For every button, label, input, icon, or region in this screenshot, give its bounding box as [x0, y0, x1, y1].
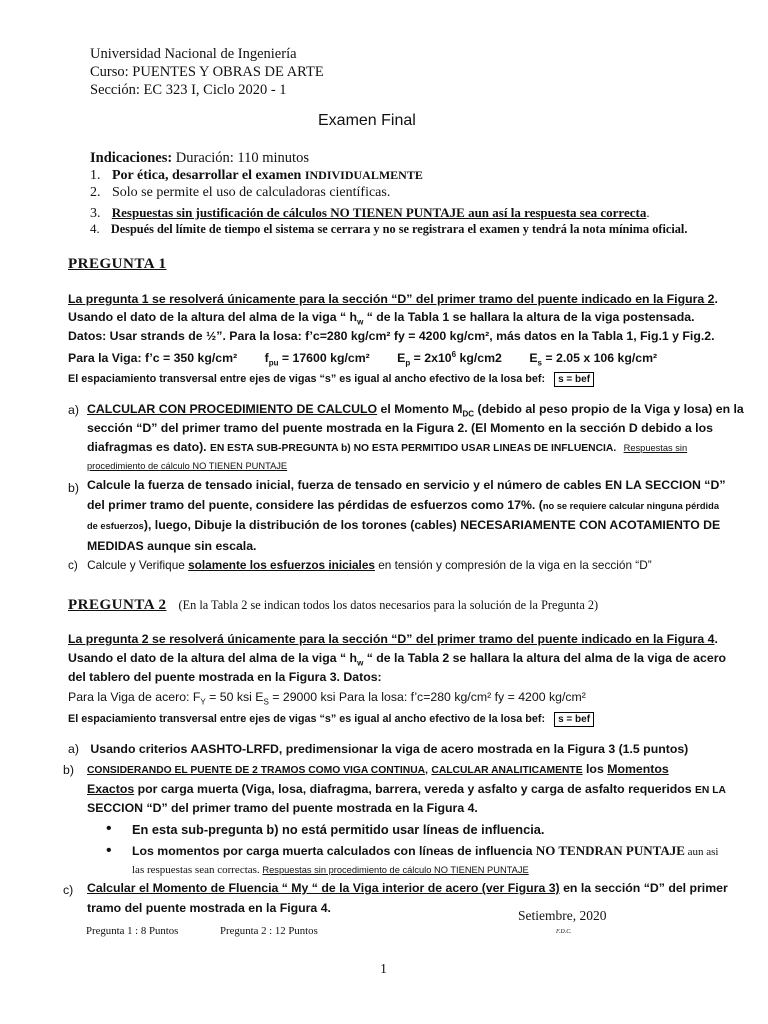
- instruction-text: Después del límite de tiempo el sistema se cerrara y no se registrara el examen y tendrá la nota mínima oficial.: [110, 222, 688, 236]
- footer-date: Setiembre, 2020: [518, 908, 607, 923]
- p2-b-line-2: [87, 782, 726, 796]
- p2-bullet-3: [132, 864, 529, 876]
- p1-line-3: Datos: Usar strands de ½”. Para la losa: f’c=280 kg/cm² fy = 4200 kg/cm², más datos en la Tabla 1, Fig.1 y Fig.2.: [68, 329, 715, 343]
- instruction-number: 2.: [90, 185, 101, 200]
- pregunta-1-heading: PREGUNTA 1: [68, 256, 167, 272]
- p2-line-4: [68, 690, 586, 706]
- p1-hw-sub: w: [357, 317, 364, 327]
- p2-c-seccion: en la sección “D” del primer: [559, 881, 728, 895]
- p1-a-no-lineas: EN ESTA SUB-PREGUNTA b) NO ESTA PERMITIDO USAR LINEAS DE INFLUENCIA.: [210, 443, 617, 454]
- p1-hw-text: Usando el dato de la altura del alma de la viga “ h: [68, 310, 358, 324]
- p2-spacing-text: El espaciamiento transversal entre ejes de vigas “s” es igual al ancho efectivo de la losa bef:: [68, 713, 546, 725]
- p1-ep-unit: kg/cm2: [456, 351, 502, 366]
- p2-a-label: a): [68, 742, 79, 756]
- p1-b-line-4: MEDIDAS aunque sin escala.: [87, 539, 257, 553]
- p2-es: = 50 ksi E: [205, 690, 264, 704]
- p2-b-los: los: [582, 762, 608, 776]
- p1-a-line-2: sección “D” del primer tramo del puente mostrada en la Figura 2. (El Momento en la sección D debido a los: [87, 421, 713, 435]
- university-name: Universidad Nacional de Ingeniería: [90, 46, 297, 62]
- p2-a-line: [68, 742, 688, 756]
- p1-ep-sup: 6: [451, 350, 457, 359]
- instruction-emphasis: INDIVIDUALMENTE: [304, 168, 423, 182]
- p2-es-sub: S: [263, 697, 269, 707]
- p2-b-line-1: [87, 762, 669, 776]
- p2-line-5: [68, 712, 594, 727]
- p1-b-no-perdidas: no se requiere calcular ninguna pérdida: [542, 501, 719, 511]
- p1-b-line-1: Calcule la fuerza de tensado inicial, fuerza de tensado en servicio y el número de cables EN LA SECCION “D”: [87, 478, 726, 492]
- p2-line-2: [68, 651, 726, 667]
- p2-fy: Para la Viga de acero: F: [68, 690, 201, 704]
- p1-statement: La pregunta 1 se resolverá únicamente para la sección “D” del primer tramo del puente indicado en la Figura 2: [68, 292, 715, 306]
- p1-c-line: [68, 558, 652, 572]
- bullet-icon: •: [106, 820, 112, 837]
- instruction-number: 4.: [90, 221, 100, 236]
- p2-spacing-box: s = bef: [554, 712, 594, 727]
- p1-a-diafragmas: diafragmas es dato).: [87, 440, 211, 454]
- p1-a-label: a): [68, 403, 79, 417]
- p2-statement-end: .: [714, 632, 718, 646]
- p2-fy-sub: Y: [200, 697, 206, 707]
- p1-fpu-val: = 17600 kg/cm²: [278, 351, 370, 366]
- instruction-number: 3.: [90, 206, 101, 221]
- p1-spacing-box: s = bef: [554, 372, 594, 387]
- p2-bullet-3-respuestas: Respuestas sin procedimiento de cálculo NO TIENEN PUNTAJE: [262, 865, 529, 875]
- bullet-icon: •: [106, 842, 112, 859]
- p1-hw-text-2: “ de la Tabla 1 se hallara la altura de la viga postensada.: [363, 310, 695, 324]
- p1-es-sub: s: [537, 358, 542, 368]
- p1-c-label: c): [68, 558, 78, 572]
- p2-b-line-3: SECCION “D” del primer tramo del puente mostrada en la Figura 4.: [87, 801, 478, 815]
- p1-a-respuestas: Respuestas sin: [623, 443, 688, 453]
- p2-b-calcular: CALCULAR ANALITICAMENTE: [431, 765, 583, 776]
- p1-a-line-3: [87, 440, 687, 454]
- instruction-2: [90, 185, 390, 201]
- course-name: Curso: PUENTES Y OBRAS DE ARTE: [90, 64, 324, 80]
- p1-fpu-sub: pu: [268, 358, 279, 368]
- indicaciones-label: Indicaciones:: [90, 150, 173, 166]
- p2-bullet-3-text: las respuestas sean correctas.: [132, 864, 263, 876]
- footer-initials: F.D.C.: [556, 929, 572, 935]
- instruction-text: Por ética, desarrollar el examen: [112, 168, 305, 183]
- page-number: 1: [380, 962, 387, 977]
- p2-bullet-2-text: Los momentos por carga muerta calculados con líneas de influencia: [132, 844, 536, 858]
- p1-a-line-4: procedimiento de cálculo NO TIENEN PUNTAJE: [87, 461, 288, 471]
- p1-fc-viga: Para la Viga: f’c = 350 kg/cm²: [68, 351, 238, 366]
- pregunta-2-heading: PREGUNTA 2: [68, 597, 167, 613]
- p1-line-4: [68, 350, 657, 368]
- p1-a-line-1: [87, 402, 744, 418]
- p1-line-2: [68, 310, 695, 326]
- instruction-period: .: [646, 205, 650, 220]
- p2-b-en-la: EN LA: [695, 785, 726, 796]
- footer-points-1: Pregunta 1 : 8 Puntos: [86, 925, 179, 937]
- p2-figura3: del tablero del puente mostrada en la Figura 3.: [68, 670, 344, 684]
- indicaciones-line: [90, 150, 309, 167]
- p1-a-moment: el Momento M: [377, 402, 463, 416]
- p1-line-1: [68, 292, 718, 306]
- p1-a-heading: CALCULAR CON PROCEDIMIENTO DE CALCULO: [87, 402, 378, 416]
- p2-c-line-1: [87, 881, 728, 895]
- p1-c-verifique: Calcule y Verifique: [87, 558, 189, 572]
- p1-ep-val: = 2x10: [410, 351, 452, 366]
- p2-bullet-1: En esta sub-pregunta b) no está permitido usar líneas de influencia.: [132, 822, 545, 837]
- p1-spacing-text: El espaciamiento transversal entre ejes de vigas “s” es igual al ancho efectivo de la losa bef:: [68, 373, 546, 385]
- instruction-text: Solo se permite el uso de calculadoras científicas.: [112, 185, 391, 200]
- instruction-3: [90, 205, 650, 222]
- p2-losa: = 29000 ksi Para la losa: f’c=280 kg/cm² fy = 4200 kg/cm²: [268, 690, 586, 704]
- p2-b-considerando: CONSIDERANDO EL PUENTE DE 2 TRAMOS COMO VIGA CONTINUA,: [87, 765, 428, 776]
- p2-c-my: Calcular el Momento de Fluencia “ My “ de la Viga interior de acero (ver Figura 3): [87, 881, 560, 895]
- p2-hw-text: Usando el dato de la altura del alma de la viga “ h: [68, 651, 358, 665]
- p1-b-line-2: [87, 498, 719, 512]
- p2-b-label: b): [63, 763, 74, 777]
- duration-text: Duración: 110 minutos: [172, 150, 309, 166]
- section-info: Sección: EC 323 I, Ciclo 2020 - 1: [90, 82, 287, 98]
- p2-hw-text-2: “ de la Tabla 2 se hallara la altura del alma de la viga de acero: [363, 651, 726, 665]
- instruction-number: 1.: [90, 168, 101, 183]
- footer-points-2: Pregunta 2 : 12 Puntos: [220, 925, 318, 937]
- p1-b-line-3: [87, 518, 720, 532]
- instruction-4: [90, 221, 687, 237]
- p2-hw-sub: w: [357, 658, 364, 668]
- p1-b-label: b): [68, 481, 79, 495]
- p2-b-exactos: Exactos: [87, 782, 135, 796]
- instruction-text: Respuestas sin justificación de cálculos NO TIENEN PUNTAJE aun así la respuesta sea correcta: [111, 205, 647, 220]
- p1-statement-end: .: [714, 292, 718, 306]
- p1-es: E: [529, 351, 538, 366]
- p1-a-moment-sub: DC: [462, 409, 475, 419]
- p1-b-esfuerzos: de esfuerzos: [87, 521, 144, 531]
- p2-b-carga: por carga muerta (Viga, losa, diafragma, barrera, vereda y asfalto y carga de asfalto requeridos: [134, 782, 696, 796]
- p2-line-3: [68, 670, 382, 684]
- p1-ep-sub: p: [405, 358, 411, 368]
- p1-c-rest: en tensión y compresión de la viga en la sección “D”: [374, 558, 652, 572]
- exam-title: Examen Final: [318, 112, 416, 129]
- pregunta-2-note: (En la Tabla 2 se indican todos los datos necesarios para la solución de la Pregunta 2): [178, 598, 599, 612]
- p2-bullet-2-no-puntaje: NO TENDRAN PUNTAJE: [535, 843, 685, 858]
- p1-b-perdidas: del primer tramo del puente, considere las pérdidas de esfuerzos como 17%. (: [87, 498, 543, 512]
- pregunta-2-heading-line: [68, 596, 598, 614]
- p1-fpu: f: [264, 351, 269, 366]
- instruction-1: [90, 168, 423, 184]
- p1-c-esfuerzos: solamente los esfuerzos iniciales: [188, 558, 375, 572]
- p2-bullet-2-aun: aun asi: [684, 846, 719, 858]
- p1-b-dibuje: ), luego, Dibuje la distribución de los torones (cables) NECESARIAMENTE CON ACOTAMIENTO DE: [143, 518, 721, 532]
- p2-datos: Datos:: [343, 670, 382, 684]
- p2-bullet-2: [132, 843, 719, 859]
- p1-ep: E: [397, 351, 406, 366]
- p1-line-5: [68, 372, 594, 387]
- p1-a-moment-desc: (debido al peso propio de la Viga y losa) en la: [474, 402, 744, 416]
- p2-a-text: Usando criterios AASHTO-LRFD, predimensionar la viga de acero mostrada en la Figura 3 (1.5 puntos): [90, 742, 689, 756]
- p1-es-val: = 2.05 x 106 kg/cm²: [541, 351, 658, 366]
- p2-line-1: [68, 632, 718, 646]
- p2-c-label: c): [63, 883, 74, 897]
- p2-c-line-2: tramo del puente mostrada en la Figura 4.: [87, 901, 331, 915]
- p2-b-momentos: Momentos: [607, 762, 669, 776]
- p2-statement: La pregunta 2 se resolverá únicamente para la sección “D” del primer tramo del puente indicado en la Figura 4: [68, 632, 715, 646]
